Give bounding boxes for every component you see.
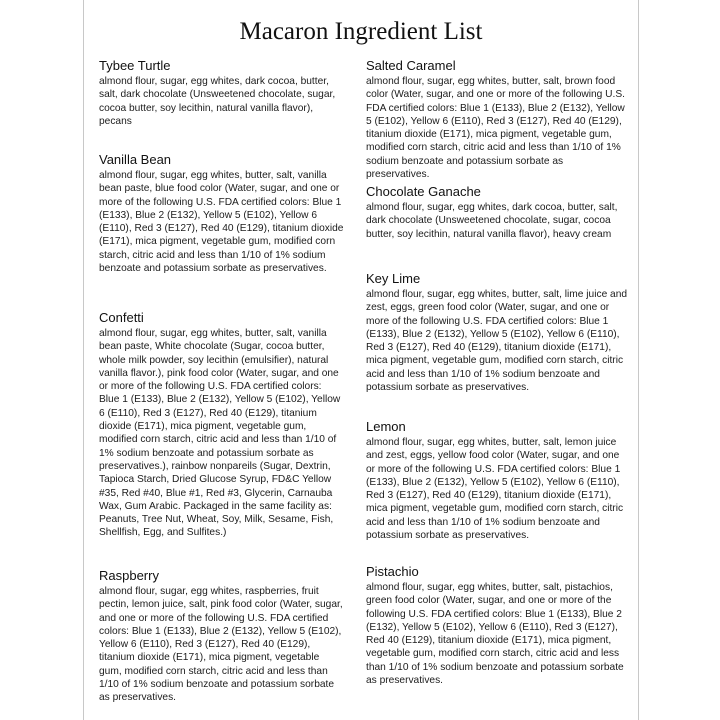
flavor-ingredients: almond flour, sugar, egg whites, butter, salt, pistachios, green food color (Water, sugar, and one or more of the following U.S. FDA certified colors: Blue 1 (E133), Blue 2 (E132), Yellow 5 (E102), Yellow 6 (E110), Red 3 (E127), Red 40 (E129), titanium dioxide (E171), mica pigment, vegetable gum, modified corn starch, citric acid and less than 1/10 of 1% sodium benzoate and potassium sorbate as preservatives. xyxy=(366,582,624,687)
flavor-ingredients: almond flour, sugar, egg whites, butter, salt, lime juice and zest, eggs, green food color (Water, sugar, and one or more of the following U.S. FDA certified colors: Blue 1 (E133), Blue 2 (E132), Yellow 5 (E102), Yellow 6 (E110), Red 3 (E127), Red 40 (E129), titanium dioxide (E171), mica pigment, vegetable gum, modified corn starch, citric acid and less than 1/10 of 1% sodium benzoate and potassium sorbate as preservatives. xyxy=(366,289,628,394)
flavor-ingredients: almond flour, sugar, egg whites, butter, salt, lemon juice and zest, eggs, yellow food color (Water, sugar, and one or more of the following U.S. FDA certified colors: Blue 1 (E133), Blue 2 (E132), Yellow 5 (E102), Yellow 6 (E110), Red 3 (E127), Red 40 (E129), titanium dioxide (E171), mica pigment, vegetable gum, modified corn starch, citric acid and less than 1/10 of 1% sodium benzoate and potassium sorbate as preservatives. xyxy=(366,437,624,542)
flavor-ingredients: almond flour, sugar, egg whites, butter, salt, vanilla bean paste, White chocolate (Sugar, cocoa butter, whole milk powder, soy lecithin (emulsifier), natural vanilla flavor.), pink food color (Water, sugar, and one or more of the following U.S. FDA certified colors: Blue 1 (E133), Blue 2 (E132), Yellow 5 (E102), Yellow 6 (E110), Red 3 (E127), Red 40 (E129), titanium dioxide (E171), mica pigment, vegetable gum, modified corn starch, citric acid and less than 1/10 of 1% sodium benzoate and potassium sorbate as preservatives.), rainbow nonpareils (Sugar, Dextrin, Tapioca Starch, Dried Glucose Syrup, FD&C Yellow #35, Red #40, Blue #1, Red #3, Glycerin, Carnauba Wax, Gum Arabic. Packaged in the same facility as: Peanuts, Tree Nut, Wheat, Soy, Milk, Sesame, Fish, Shellfish, Egg, and Sulfites.) xyxy=(99,328,341,539)
flavor-name: Pistachio xyxy=(366,564,419,579)
flavor-ingredients: almond flour, sugar, egg whites, dark cocoa, butter, salt, dark chocolate (Unsweetened chocolate, sugar, cocoa butter, soy lecithin, natural vanilla flavor), pecans xyxy=(99,76,336,127)
flavor-entry-confetti xyxy=(99,310,344,540)
flavor-name: Lemon xyxy=(366,419,406,434)
flavor-entry-chocolate-ganache xyxy=(366,184,628,241)
flavor-entry-raspberry xyxy=(99,568,344,705)
flavor-ingredients: almond flour, sugar, egg whites, butter, salt, vanilla bean paste, blue food color (Water, sugar, and one or more of the following U.S. FDA certified colors: Blue 1 (E133), Blue 2 (E132), Yellow 5 (E102), Yellow 6 (E110), Red 3 (E127), Red 40 (E129), titanium dioxide (E171), mica pigment, vegetable gum, modified corn starch, citric acid and less than 1/10 of 1% sodium benzoate and potassium sorbate as preservatives. xyxy=(99,170,344,275)
flavor-entry-tybee-turtle xyxy=(99,58,344,128)
flavor-name: Tybee Turtle xyxy=(99,58,171,73)
flavor-name: Vanilla Bean xyxy=(99,152,172,167)
flavor-name: Key Lime xyxy=(366,271,421,286)
flavor-name: Salted Caramel xyxy=(366,58,456,73)
flavor-entry-key-lime xyxy=(366,271,628,394)
flavor-name: Chocolate Ganache xyxy=(366,184,481,199)
flavor-entry-pistachio xyxy=(366,564,628,687)
flavor-ingredients: almond flour, sugar, egg whites, raspberries, fruit pectin, lemon juice, salt, pink food color (Water, sugar, and one or more of the following U.S. FDA certified colors: Blue 1 (E133), Blue 2 (E132), Yellow 5 (E102), Yellow 6 (E110), Red 3 (E127), Red 40 (E129), titanium dioxide (E171), mica pigment, vegetable gum, modified corn starch, citric acid and less than 1/10 of 1% sodium benzoate and potassium sorbate as preservatives. xyxy=(99,586,343,704)
flavor-ingredients: almond flour, sugar, egg whites, butter, salt, brown food color (Water, sugar, and one or more of the following U.S. FDA certified colors: Blue 1 (E133), Blue 2 (E132), Yellow 5 (E102), Yellow 6 (E110), Red 3 (E127), Red 40 (E129), titanium dioxide (E171), mica pigment, vegetable gum, modified corn starch, citric acid and less than 1/10 of 1% sodium benzoate and potassium sorbate as preservatives. xyxy=(366,76,625,181)
page-title: Macaron Ingredient List xyxy=(239,18,483,45)
flavor-entry-vanilla-bean xyxy=(99,152,344,275)
ingredient-sheet xyxy=(83,0,639,720)
flavor-name: Raspberry xyxy=(99,568,159,583)
flavor-ingredients: almond flour, sugar, egg whites, dark cocoa, butter, salt, dark chocolate (Unsweetened chocolate, sugar, cocoa butter, soy lecithin, natural vanilla flavor), heavy cream xyxy=(366,202,618,240)
flavor-name: Confetti xyxy=(99,310,144,325)
flavor-entry-lemon xyxy=(366,419,628,542)
flavor-entry-salted-caramel xyxy=(366,58,628,181)
